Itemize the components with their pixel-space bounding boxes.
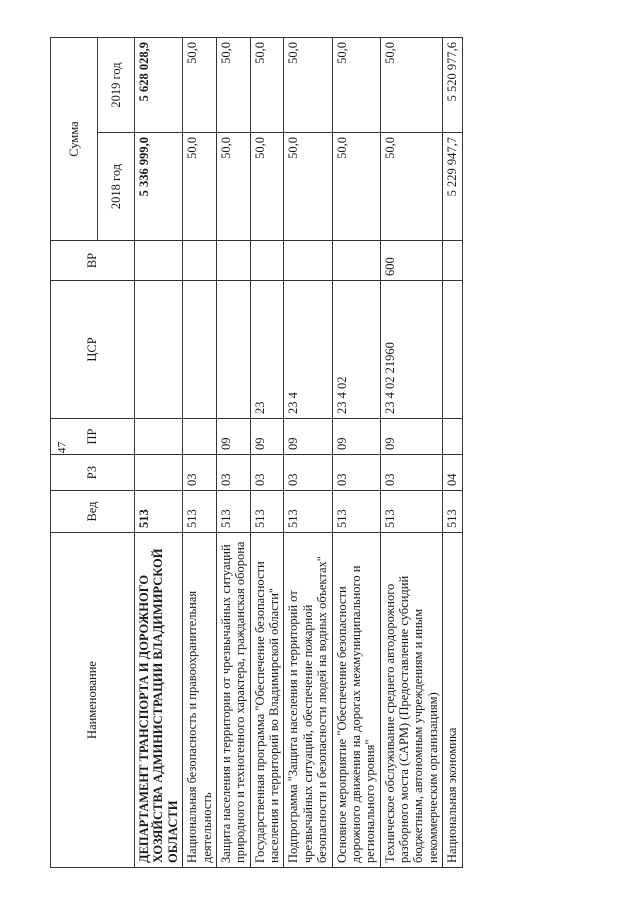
row-name: Национальная безопасность и правоохранительная деятельность	[183, 533, 217, 868]
row-vr	[250, 241, 284, 281]
table-row	[216, 38, 250, 868]
row-ved: 513	[332, 491, 380, 533]
row-csr: 23 4 02 21960	[380, 281, 443, 419]
row-sum-2019: 50,0	[332, 38, 380, 133]
row-name: Государственная программа "Обеспечение безопасности населения и территорий во Владимирской области"	[250, 533, 284, 868]
row-sum-2019: 50,0	[183, 38, 217, 133]
row-rz: 03	[183, 455, 217, 491]
row-rz: 03	[380, 455, 443, 491]
row-name: Подпрограмма "Защита населения и территорий от чрезвычайных ситуаций, обеспечение пожарной безопасности и безопасности людей на водных объектах"	[284, 533, 332, 868]
row-sum-2018: 50,0	[183, 133, 217, 241]
col-header-pr: ПР	[51, 419, 135, 455]
col-header-rz: РЗ	[51, 455, 135, 491]
row-rz: 03	[332, 455, 380, 491]
row-vr	[216, 241, 250, 281]
row-pr: 09	[216, 419, 250, 455]
col-header-ved: Вед	[51, 491, 135, 533]
table-row	[443, 38, 462, 868]
row-sum-2018: 50,0	[332, 133, 380, 241]
col-header-sum: Сумма	[51, 38, 98, 241]
header-row	[51, 38, 98, 868]
row-sum-2018: 5 229 947,7	[443, 133, 462, 241]
row-sum-2019: 5 520 977,6	[443, 38, 462, 133]
row-vr: 600	[380, 241, 443, 281]
row-ved: 513	[216, 491, 250, 533]
row-name: ДЕПАРТАМЕНТ ТРАНСПОРТА И ДОРОЖНОГО ХОЗЯЙСТВА АДМИНИСТРАЦИИ ВЛАДИМИРСКОЙ ОБЛАСТИ	[135, 533, 183, 868]
row-pr	[183, 419, 217, 455]
row-csr	[183, 281, 217, 419]
row-csr: 23 4	[284, 281, 332, 419]
table-row	[183, 38, 217, 868]
row-sum-2018: 50,0	[250, 133, 284, 241]
table-row	[250, 38, 284, 868]
row-sum-2018: 50,0	[380, 133, 443, 241]
col-header-name: Наименование	[51, 533, 135, 868]
row-vr	[284, 241, 332, 281]
row-name: Основное мероприятие "Обеспечение безопасности дорожного движения на дорогах межмуниципального и регионального уровня"	[332, 533, 380, 868]
col-header-2018: 2018 год	[98, 133, 135, 241]
row-csr: 23	[250, 281, 284, 419]
row-sum-2018: 50,0	[216, 133, 250, 241]
row-pr	[443, 419, 462, 455]
row-name: Национальная экономика	[443, 533, 462, 868]
row-csr	[216, 281, 250, 419]
table-row	[284, 38, 332, 868]
budget-table-page	[50, 38, 590, 868]
row-pr	[135, 419, 183, 455]
row-sum-2019: 50,0	[284, 38, 332, 133]
row-sum-2018: 50,0	[284, 133, 332, 241]
row-pr: 09	[250, 419, 284, 455]
row-csr	[443, 281, 462, 419]
row-sum-2018: 5 336 999,0	[135, 133, 183, 241]
table-row	[135, 38, 183, 868]
row-vr	[183, 241, 217, 281]
row-csr: 23 4 02	[332, 281, 380, 419]
row-pr: 09	[332, 419, 380, 455]
row-ved: 513	[183, 491, 217, 533]
row-ved: 513	[443, 491, 462, 533]
row-rz	[135, 455, 183, 491]
row-vr	[332, 241, 380, 281]
row-sum-2019: 50,0	[216, 38, 250, 133]
row-vr	[135, 241, 183, 281]
page-number: 47	[54, 441, 69, 454]
row-sum-2019: 50,0	[380, 38, 443, 133]
row-ved: 513	[380, 491, 443, 533]
table-row	[332, 38, 380, 868]
row-csr	[135, 281, 183, 419]
row-rz: 04	[443, 455, 462, 491]
row-ved: 513	[284, 491, 332, 533]
col-header-2019: 2019 год	[98, 38, 135, 133]
row-pr: 09	[284, 419, 332, 455]
row-rz: 03	[250, 455, 284, 491]
col-header-vr: ВР	[51, 241, 135, 281]
col-header-csr: ЦСР	[51, 281, 135, 419]
table-row	[380, 38, 443, 868]
row-name: Техническое обслуживание среднего автодорожного разборного моста (САРМ) (Предоставление субсидий бюджетным, автономным учреждениям и иным некоммерческим организациям)	[380, 533, 443, 868]
row-pr: 09	[380, 419, 443, 455]
budget-table	[50, 37, 463, 868]
row-rz: 03	[284, 455, 332, 491]
row-sum-2019: 50,0	[250, 38, 284, 133]
row-rz: 03	[216, 455, 250, 491]
row-ved: 513	[250, 491, 284, 533]
row-vr	[443, 241, 462, 281]
row-ved: 513	[135, 491, 183, 533]
row-name: Защита населения и территории от чрезвычайных ситуаций природного и техногенного характера, гражданская оборона	[216, 533, 250, 868]
row-sum-2019: 5 628 028,9	[135, 38, 183, 133]
